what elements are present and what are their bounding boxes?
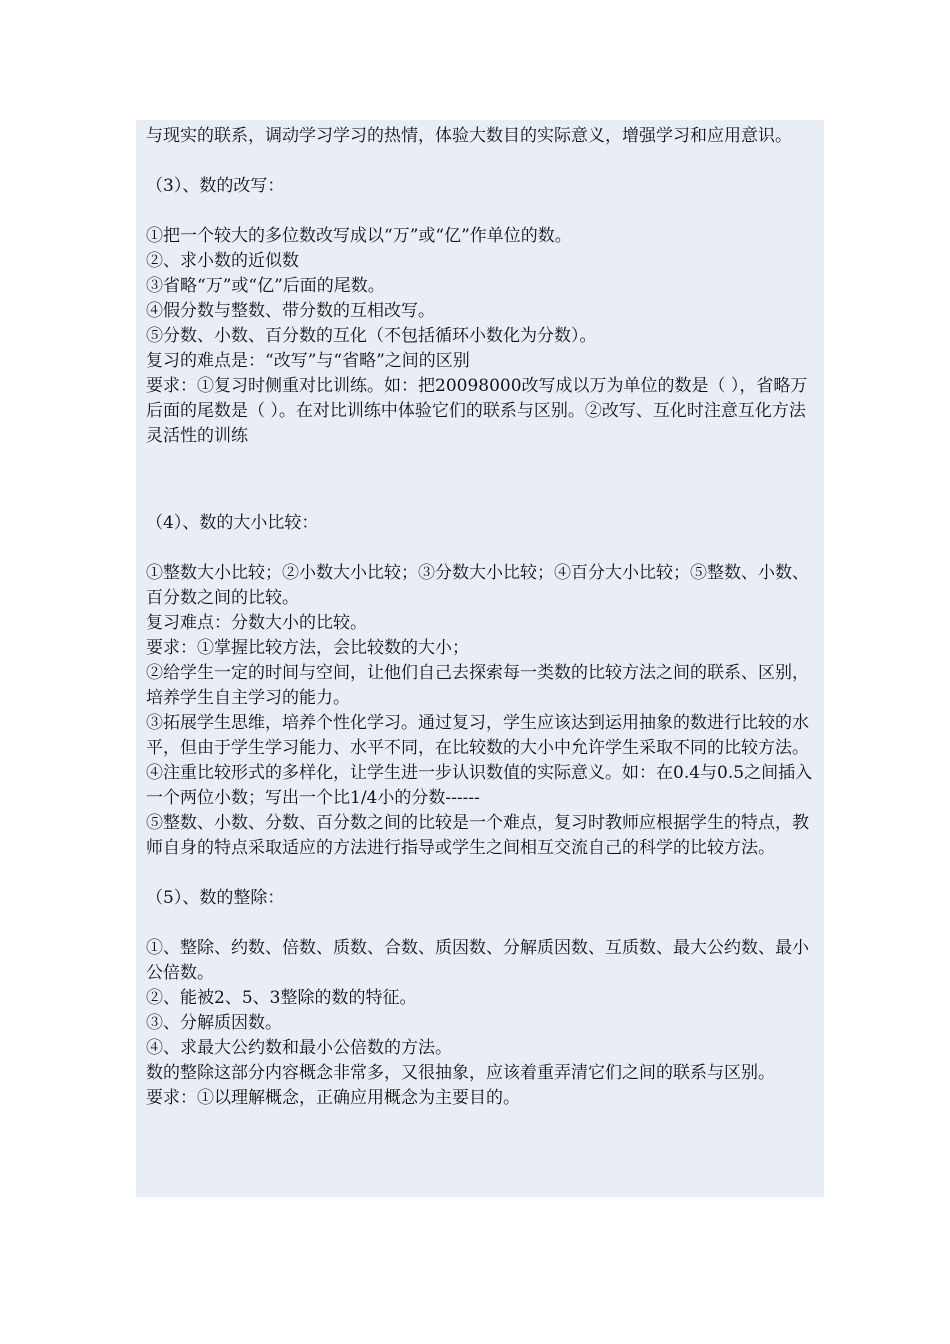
intro-paragraph: 与现实的联系，调动学习学习的热情，体验大数目的实际意义，增强学习和应用意识。: [146, 126, 792, 146]
section-4-line: 要求：①掌握比较方法，会比较数的大小；: [146, 638, 469, 658]
section-5-line: ④、求最大公约数和最小公倍数的方法。: [146, 1038, 452, 1058]
section-3-heading: （3）、数的改写：: [146, 176, 285, 196]
section-5-line: ③、分解质因数。: [146, 1013, 282, 1033]
section-4-line: ①整数大小比较；②小数大小比较；③分数大小比较；④百分大小比较；⑤整数、小数、百分数之间的比较。: [146, 563, 809, 608]
section-4-line: ④注重比较形式的多样化，让学生进一步认识数值的实际意义。如：在0.4与0.5之间插入一个两位小数；写出一个比1/4小的分数------: [146, 763, 813, 808]
section-3-item: ⑤分数、小数、百分数的互化（不包括循环小数化为分数）。: [146, 326, 597, 346]
section-3-item: ③省略“万”或“亿”后面的尾数。: [146, 276, 385, 296]
section-4-heading: （4）、数的大小比较：: [146, 513, 319, 533]
section-4-line: ⑤整数、小数、分数、百分数之间的比较是一个难点，复习时教师应根据学生的特点，教师自身的特点采取适应的方法进行指导或学生之间相互交流自己的科学的比较方法。: [146, 813, 809, 858]
section-5-line: ②、能被2、5、3整除的数的特征。: [146, 988, 417, 1008]
section-4-line: ②给学生一定的时间与空间，让他们自己去探索每一类数的比较方法之间的联系、区别，培养学生自主学习的能力。: [146, 663, 809, 708]
section-5-heading: （5）、数的整除：: [146, 888, 285, 908]
section-3-requirement: 要求：①复习时侧重对比训练。如：把20098000改写成以万为单位的数是（ ），省略万后面的尾数是（ ）。在对比训练中体验它们的联系与区别。②改写、互化时注意互化方法灵活性的训练: [146, 376, 808, 446]
document-body: [146, 124, 818, 1111]
content-panel: [136, 120, 824, 1197]
section-4-line: 复习难点：分数大小的比较。: [146, 613, 367, 633]
section-4-line: ③拓展学生思维，培养个性化学习。通过复习，学生应该达到运用抽象的数进行比较的水平，但由于学生学习能力、水平不同，在比较数的大小中允许学生采取不同的比较方法。: [146, 713, 809, 758]
section-3-item: ①把一个较大的多位数改写成以“万”或“亿”作单位的数。: [146, 226, 572, 246]
section-5-line: 数的整除这部分内容概念非常多，又很抽象，应该着重弄清它们之间的联系与区别。: [146, 1063, 775, 1083]
section-5-line: 要求：①以理解概念，正确应用概念为主要目的。: [146, 1088, 520, 1108]
section-3-item: ②、求小数的近似数: [146, 251, 299, 271]
section-3-difficulty: 复习的难点是：“改写”与“省略”之间的区别: [146, 351, 470, 371]
section-5-line: ①、整除、约数、倍数、质数、合数、质因数、分解质因数、互质数、最大公约数、最小公倍数。: [146, 938, 809, 983]
section-3-item: ④假分数与整数、带分数的互相改写。: [146, 301, 435, 321]
